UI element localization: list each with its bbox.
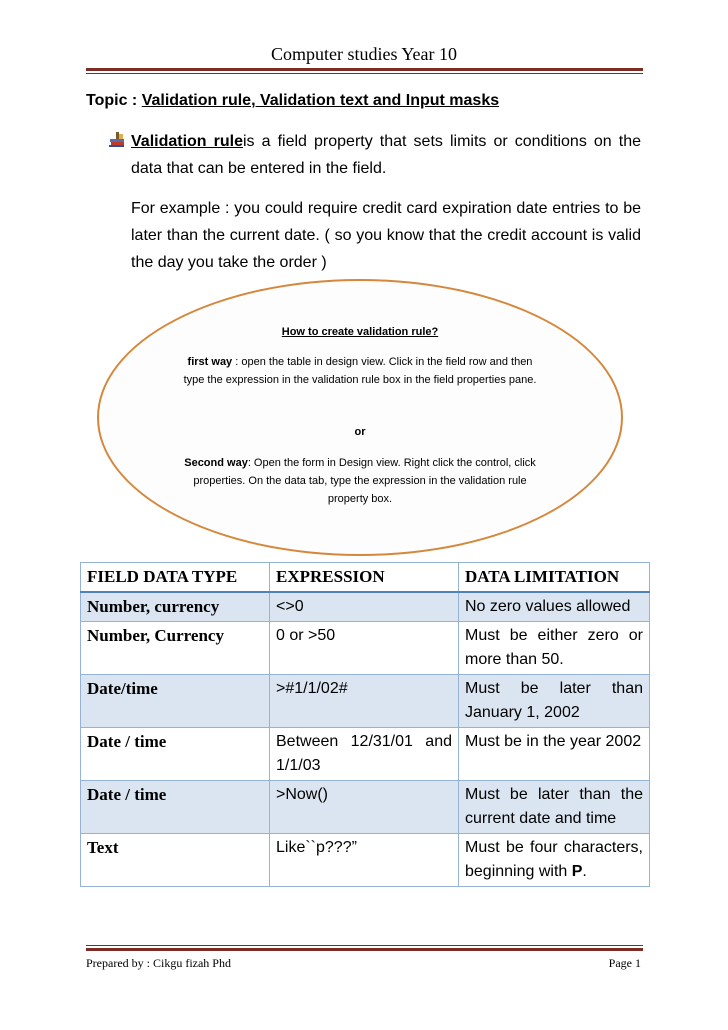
page-header-title: Computer studies Year 10 <box>271 44 457 64</box>
footer-author: Prepared by : Cikgu fizah Phd <box>86 956 231 970</box>
cell-limitation: Must be either zero or more than 50. <box>459 622 650 675</box>
definition-text: is a field property that sets limits or conditions on the data that can be entered in the field. <box>131 133 642 177</box>
limitation-bold: P <box>571 863 583 880</box>
header-expression: EXPRESSION <box>270 563 459 593</box>
footer-rule-thin <box>86 945 643 946</box>
callout-heading <box>180 323 540 341</box>
table-header-row <box>81 563 650 593</box>
header-field-data-type: FIELD DATA TYPE <box>81 563 270 593</box>
footer-rule-thick <box>86 948 643 951</box>
cell-type: Number, currency <box>81 592 270 622</box>
table-row <box>81 781 650 834</box>
cell-type: Number, Currency <box>81 622 270 675</box>
cell-limitation: No zero values allowed <box>459 592 650 622</box>
cell-type: Text <box>81 834 270 887</box>
header-data-limitation: DATA LIMITATION <box>459 563 650 593</box>
limitation-suffix: . <box>582 863 587 880</box>
cell-expression: Between 12/31/01 and 1/1/03 <box>270 728 459 781</box>
cell-expression: 0 or >50 <box>270 622 459 675</box>
callout-first-label: first way <box>187 356 233 368</box>
callout-first-way <box>180 353 540 389</box>
table-row <box>81 675 650 728</box>
callout-second-text: : Open the form in Design view. Right click the control, click properties. On the data tab, type the expression in the validation rule property box. <box>193 457 536 505</box>
header-rule-thin <box>86 73 643 74</box>
table-row <box>81 834 650 887</box>
cell-type: Date / time <box>81 728 270 781</box>
callout-second-way <box>180 454 540 508</box>
example-paragraph: For example : you could require credit card expiration date entries to be later than the current date. ( so you know that the credit account is valid the day you take the order ) <box>131 200 641 271</box>
cell-expression: Like``p???” <box>270 834 459 887</box>
callout-heading-text: How to create validation rule? <box>281 326 439 338</box>
cell-type: Date / time <box>81 781 270 834</box>
topic-heading <box>86 92 499 110</box>
callout-ellipse <box>97 279 623 556</box>
callout-second-label: Second way <box>184 457 248 469</box>
cell-limitation: Must be later than the current date and time <box>459 781 650 834</box>
topic-prefix: Topic : <box>86 92 142 109</box>
cell-limitation <box>459 834 650 887</box>
cell-expression: >#1/1/02# <box>270 675 459 728</box>
topic-title: Validation rule, Validation text and Input masks <box>141 92 500 109</box>
cell-type: Date/time <box>81 675 270 728</box>
table-row <box>81 728 650 781</box>
table-row <box>81 622 650 675</box>
books-bullet-icon <box>108 130 126 148</box>
validation-table <box>80 562 650 887</box>
cell-expression: <>0 <box>270 592 459 622</box>
callout-first-text: : open the table in design view. Click in the field row and then type the expression in the validation rule box in the field properties pane. <box>183 356 537 386</box>
footer-page-number: Page 1 <box>608 956 641 970</box>
table-row <box>81 592 650 622</box>
cell-limitation: Must be in the year 2002 <box>459 728 650 781</box>
cell-expression: >Now() <box>270 781 459 834</box>
callout-or: or <box>354 426 366 438</box>
definition-paragraph <box>131 128 641 182</box>
cell-limitation: Must be later than January 1, 2002 <box>459 675 650 728</box>
definition-term: Validation rule <box>131 133 243 150</box>
limitation-prefix: Must be four characters, beginning with <box>465 839 643 880</box>
header-rule-thick <box>86 68 643 71</box>
